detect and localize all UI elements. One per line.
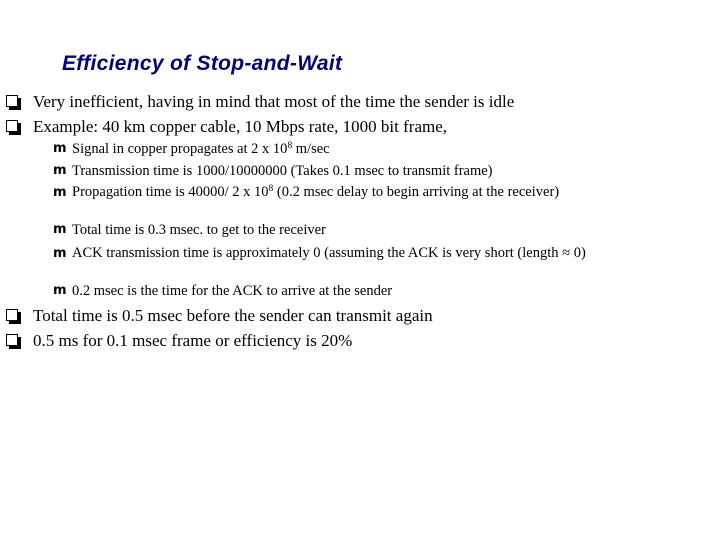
bullet-text: Very inefficient, having in mind that most of the time the sender is idle (33, 92, 515, 111)
square-bullet-icon (6, 120, 18, 132)
sub-bullet-text: Total time is 0.3 msec. to get to the receiver (72, 222, 326, 238)
m-bullet-icon: m (53, 141, 67, 156)
square-bullet-icon (6, 309, 18, 321)
square-bullet-icon (6, 95, 18, 107)
sub-bullet-text: Propagation time is 40000/ 2 x $10^8$ (0.2 msec delay to begin arriving at the receiver) (72, 183, 560, 200)
square-bullet-icon (6, 334, 18, 346)
bullet-text: Example: 40 km copper cable, 10 Mbps rate, 1000 bit frame, (33, 117, 448, 136)
sub-bullet-item (53, 163, 493, 180)
sub-bullet-text: Transmission time is 1000/10000000 (Takes 0.1 msec to transmit frame) (72, 163, 493, 179)
sub-bullet-text: ACK transmission time is approximately 0 (assuming the ACK is very short (length ≈ 0) (72, 245, 586, 261)
m-bullet-icon: m (53, 185, 67, 200)
bullet-item (33, 117, 447, 137)
bullet-item (33, 331, 352, 351)
sub-bullet-text: 0.2 msec is the time for the ACK to arrive at the sender (72, 283, 393, 299)
m-bullet-icon: m (53, 222, 67, 237)
bullet-text: Total time is 0.5 msec before the sender can transmit again (33, 306, 433, 325)
sub-bullet-item (53, 283, 393, 300)
m-bullet-icon: m (53, 246, 67, 261)
sub-bullet-text: Signal in copper propagates at 2 x $10^8$ m/sec (72, 140, 330, 157)
bullet-text: 0.5 ms for 0.1 msec frame or efficiency is 20% (33, 331, 353, 350)
bullet-item (33, 92, 514, 112)
slide-title: Efficiency of Stop-and-Wait (62, 52, 343, 75)
sub-bullet-item (53, 140, 330, 158)
sub-bullet-item (53, 183, 647, 201)
sub-bullet-item (53, 222, 326, 239)
sub-bullet-item (53, 245, 647, 262)
m-bullet-icon: m (53, 283, 67, 298)
m-bullet-icon: m (53, 163, 67, 178)
bullet-item (33, 306, 433, 326)
